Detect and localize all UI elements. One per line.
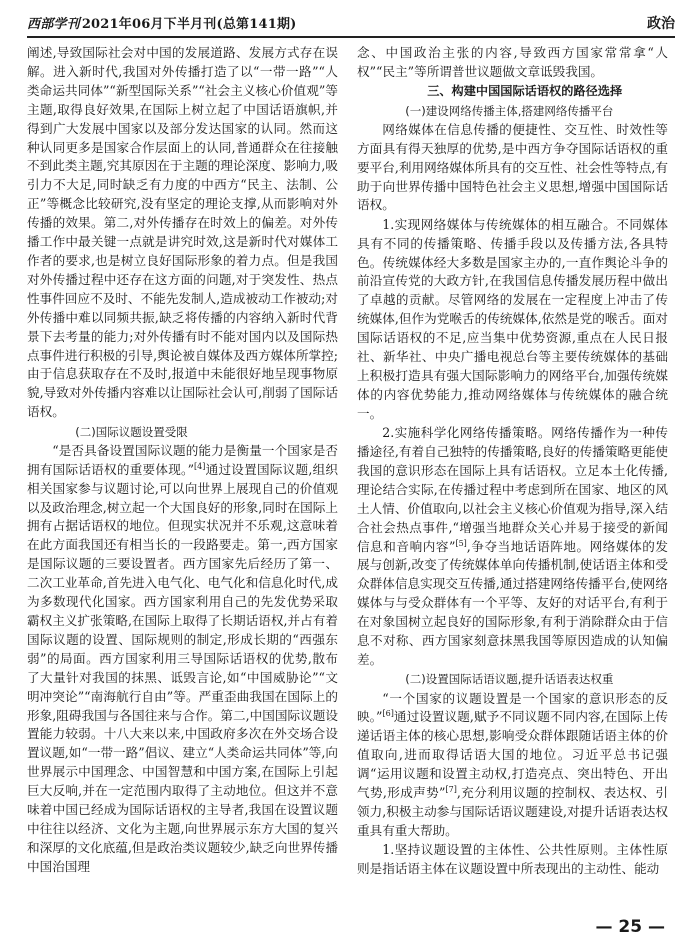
- paragraph: 1.实现网络媒体与传统媒体的相互融合。不同媒体具有不同的传播策略、传播手段以及传播方法,各具特色。传统媒体经大多数是国家主办的,一直作舆论斗争的前沿宣传党的大政方针,在我国信息传播发展历程中做出了卓越的贡献。尽管网络的发展在一定程度上冲击了传统媒体,但作为党喉舌的传统媒体,依然是党的喉舌。面对国际话语权的不足,应当集中优势资源,重点在人民日报社、新华社、中央广播电视总台等主要传统媒体的基础上积极打造具有强大国际影响力的网络平台,加强传统媒体的内容优势能力,推动网络媒体与传统媒体的融合统一。: [357, 216, 668, 421]
- paragraph: [357, 424, 668, 670]
- paragraph: 网络媒体在信息传播的便捷性、交互性、时效性等方面具有得天独厚的优势,是中西方争夺国际话语权的重要平台,利用网络媒体所具有的交互性、社会性等特点,有助于向世界传播中国特色社会主义思想,增强中国国际话语权。: [357, 121, 668, 213]
- issue-label: 2021年06月下半月刊(总第141期): [81, 17, 297, 32]
- quote-text: “是否具备设置国际议题的能力是衡量一个国家是否拥有国际话语权的重要体现。”: [27, 442, 338, 477]
- paragraph: 阐述,导致国际社会对中国的发展道路、发展方式存在误解。进入新时代,我国对外传播打造了以“一带一路”“人类命运共同体”“新型国际关系”“社会主义核心价值观”等主题,取得良好效果,在国际上树立起了中国话语旗帜,并得到广大发展中国家以及部分发达国家的认同。然而这种认同更多是国家合作层面上的认同,普通群众在往接触不到此类主题,究其原因在于主题的理论深度、影响力,吸引力不大足,同时缺乏有力度的中西方“民主、法制、公正”等概念比较研究,没有坚定的理论支撑,从而影响对外传播的效果。第二,对外传播存在时效上的偏差。对外传播工作中最关键一点就是讲究时效,这是新时代对媒体工作者的要求,也是树立良好国际形象的着力点。但是我国对外传播过程中还存在这方面的问题,对于突发性、热点性事件回应不及时、不能先发制人,造成被动工作被动;对外传播中难以同频共振,缺乏将传播的内容纳入新时代背景下去考量的能力;对外传播有时不能对国内以及国际热点事件进行积极的引导,舆论被自媒体及西方媒体所掌控;由于信息获取存在不及时,报道中未能很好地呈现事物原貌,导致对外传播内容难以让国际社会认可,削弱了国际话语权。: [27, 45, 338, 420]
- page-number: — 25 —: [595, 917, 665, 937]
- paragraph-text: 2.实施科学化网络传播策略。网络传播作为一种传播途径,有着自己独特的传播策略,良好的传播策略更能使我国的意识形态在国际上具有话语权。立足本土化传播,理论结合实际,在传播过程中考虑到所在国家、地区的风土人情、价值取向,以社会主义核心价值观为指导,深入结合社会热点事件,“增强当地群众关心并易于接受的新闻信息和音响内容”: [357, 425, 668, 554]
- section-heading: 三、构建中国国际话语权的路径选择: [427, 84, 623, 99]
- right-column: [357, 44, 668, 879]
- citation: [7]: [445, 784, 457, 794]
- paragraph-text: 通过设置议题,赋予不同议题不同内容,在国际上传递话语主体的核心思想,影响受众群体跟随话语主体的价值取向,进而取得话语大国的地位。习近平总书记强调“运用议题和设置主动权,打造亮点、突出特色、开出气势,形成声势”: [357, 709, 668, 801]
- subheading: (二)国际议题设置受限: [75, 424, 188, 439]
- subheading: (二)设置国际话语议题,提升话语表达权重: [405, 672, 614, 687]
- paragraph: 念、中国政治主张的内容,导致西方国家常常拿“人权”“民主”等所谓普世议题做文章诋毁我国。: [357, 45, 668, 79]
- running-header: [27, 8, 675, 38]
- paragraph-text: 通过设置国际议题,组织相关国家参与议题讨论,可以向世界上展现自己的价值观以及政治理念,树立起一个大国良好的形象,同时在国际上拥有占据话语权的地位。但现实状况并不乐观,这意味着在此方面我国还有相当长的一段路要走。第一,西方国家是国际议题的三要设置者。西方国家先后经历了第一、二次工业革命,首先进入电气化、电气化和信息化时代,成为多数现代化国家。西方国家利用自己的先发优势采取霸权主义扩张策略,在国际上取得了长期话语权,并占有着国际议题的设置、国际规则的制定,形成长期的“西强东弱”的局面。西方国家利用三导国际话语权的优势,散布了大量针对我国的抹黑、诋毁言论,如“中国威胁论”“文明冲突论”“南海航行自由”等。严重歪曲我国在国际上的形象,阻碍我国与各国往来与合作。第二,中国国际议题设置能力较弱。十八大来以来,中国政府多次在外交场合设置议题,如“一带一路”倡议、建立“人类命运共同体”等,向世界展示中国理念、中国智慧和中国方案,在国际上引起巨大反响,并在一定范围内取得了主动地位。但这并不意味着中国已经成为国际话语权的主导者,我国在设置议题中往往以经济、文化为主题,向世界展示东方大国的复兴和深厚的文化底蕴,但是政治类议题较少,缺乏向世界传播中国治国理: [27, 461, 338, 874]
- paragraph-text: ,争夺当地话语阵地。网络媒体的发展与创新,改变了传统媒体单向传播机制,使话语主体和受众群体信息实现交互传播,通过搭建网络传播平台,使网络媒体与与受众群体有一个平等、友好的对话平台,有利于在对象国树立起良好的国际形象,有利于消除群众由于信息不对称、西方国家刻意抹黑我国等原因造成的认知偏差。: [357, 538, 668, 667]
- paragraph: [357, 690, 668, 841]
- paragraph-text: ,充分利用议题的控制权、表达权、引领力,积极主动参与国际话语议题建设,对提升话语表达权重具有重大帮助。: [357, 785, 668, 838]
- journal-issue: [27, 13, 297, 32]
- subheading: (一)建设网络传播主体,搭建网络传播平台: [405, 103, 614, 118]
- left-column: [27, 44, 338, 877]
- citation: [6]: [382, 709, 394, 719]
- quote-text: “一个国家的议题设置是一个国家的意识形态的反映。”: [357, 690, 668, 725]
- journal-masthead: 西部学刊: [27, 17, 80, 32]
- citation: [5]: [455, 538, 467, 548]
- section-label: 政治: [647, 16, 675, 32]
- citation: [4]: [194, 461, 206, 471]
- paragraph: 1.坚持议题设置的主体性、公共性原则。主体性原则是指话语主体在议题设置中所表现出的主动性、能动: [357, 842, 668, 877]
- paragraph: [27, 442, 338, 877]
